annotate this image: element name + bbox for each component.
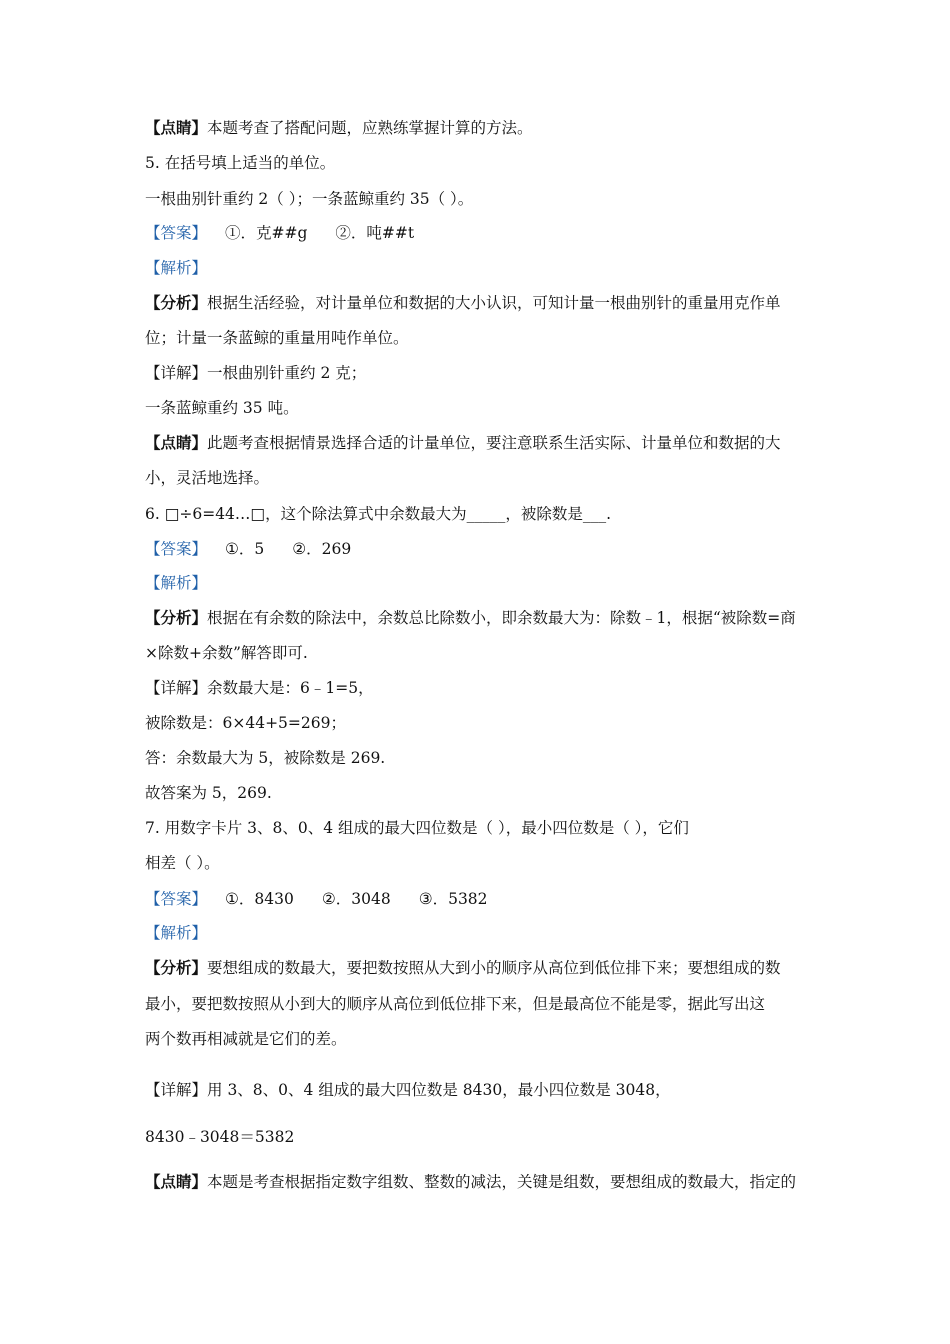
- q7-analysis-label: 【解析】: [145, 924, 208, 942]
- fenxi-tag: 【分析】: [145, 608, 208, 627]
- q6-detail-line: [145, 678, 825, 698]
- q5-detail-line-2: 一条蓝鲸重约 35 吨。: [145, 399, 299, 417]
- tip-text: 本题考查了搭配问题，应熟练掌握计算的方法。: [207, 119, 533, 137]
- q7-detail-line-2: 8430﹣3048＝5382: [145, 1128, 295, 1146]
- answer-item: ①．克##g: [225, 224, 308, 242]
- detail-text: 用 3、8、0、4 组成的最大四位数是 8430，最小四位数是 3048，: [207, 1081, 671, 1099]
- q5-analysis-label: 【解析】: [145, 259, 208, 277]
- q6-detail-line-3: 答：余数最大为 5，被除数是 269.: [145, 749, 386, 767]
- q7-detail-line: [145, 1080, 825, 1100]
- answer-item: ③．5382: [418, 890, 488, 908]
- q6-answer-line: [145, 539, 825, 559]
- q5-question: 一根曲别针重约 2（ ）；一条蓝鲸重约 35（ ）。: [145, 190, 474, 208]
- answer-item: ②．269: [292, 540, 352, 558]
- answer-label: 【答案】: [145, 224, 208, 242]
- q6-detail-line-2: 被除数是：6×44+5=269；: [145, 714, 346, 732]
- tip-tag: 【点睛】: [145, 118, 208, 137]
- q5-title: 5. 在括号填上适当的单位。: [145, 154, 336, 172]
- tip-tag: 【点睛】: [145, 433, 208, 452]
- q5-fenxi-line: [145, 293, 825, 313]
- q7-fenxi-line-3: 两个数再相减就是它们的差。: [145, 1030, 347, 1048]
- answer-item: ②．吨##t: [335, 224, 415, 242]
- tip-text: 此题考查根据情景选择合适的计量单位，要注意联系生活实际、计量单位和数据的大: [207, 434, 781, 452]
- q6-title: 6. □÷6=44…□，这个除法算式中余数最大为_____，被除数是___.: [145, 505, 611, 523]
- answer-label: 【答案】: [145, 890, 208, 908]
- q6-detail-line-4: 故答案为 5，269.: [145, 784, 272, 802]
- fenxi-tag: 【分析】: [145, 958, 208, 977]
- detail-tag: 【详解】: [145, 679, 208, 697]
- q7-title: 7. 用数字卡片 3、8、0、4 组成的最大四位数是（ ），最小四位数是（ ），它们: [145, 819, 689, 837]
- q7-fenxi-line: [145, 958, 825, 978]
- fenxi-text: 要想组成的数最大，要把数按照从大到小的顺序从高位到低位排下来；要想组成的数: [207, 959, 781, 977]
- detail-text: 余数最大是：6﹣1=5，: [207, 679, 374, 697]
- q7-answer-line: [145, 889, 825, 909]
- q5-detail-line: [145, 363, 825, 383]
- detail-tag: 【详解】: [145, 364, 208, 382]
- answer-item: ①．5: [225, 540, 265, 558]
- q7-tip-line: [145, 1172, 825, 1192]
- detail-tag: 【详解】: [145, 1081, 208, 1099]
- answer-item: ①．8430: [225, 890, 294, 908]
- q6-analysis-label: 【解析】: [145, 574, 208, 592]
- q5-answer-line: [145, 223, 825, 243]
- fenxi-tag: 【分析】: [145, 293, 208, 312]
- answer-item: ②．3048: [321, 890, 391, 908]
- q5-fenxi-line-2: 位；计量一条蓝鲸的重量用吨作单位。: [145, 329, 409, 347]
- fenxi-text: 根据生活经验，对计量单位和数据的大小认识，可知计量一根曲别针的重量用克作单: [207, 294, 781, 312]
- q7-fenxi-line-2: 最小，要把数按照从小到大的顺序从高位到低位排下来，但是最高位不能是零，据此写出这: [145, 995, 766, 1013]
- detail-text: 一根曲别针重约 2 克；: [207, 364, 367, 382]
- q5-tip-line-2: 小，灵活地选择。: [145, 469, 270, 487]
- fenxi-text: 根据在有余数的除法中，余数总比除数小，即余数最大为：除数﹣1，根据“被除数=商: [207, 609, 796, 627]
- q4-tip-line: [145, 118, 825, 138]
- answer-label: 【答案】: [145, 540, 208, 558]
- q6-fenxi-line-2: ×除数+余数”解答即可.: [145, 644, 308, 662]
- q7-title-2: 相差（ ）。: [145, 854, 220, 872]
- tip-tag: 【点睛】: [145, 1172, 208, 1191]
- q6-fenxi-line: [145, 608, 825, 628]
- tip-text: 本题是考查根据指定数字组数、整数的减法，关键是组数，要想组成的数最大，指定的: [207, 1173, 797, 1191]
- q5-tip-line: [145, 433, 825, 453]
